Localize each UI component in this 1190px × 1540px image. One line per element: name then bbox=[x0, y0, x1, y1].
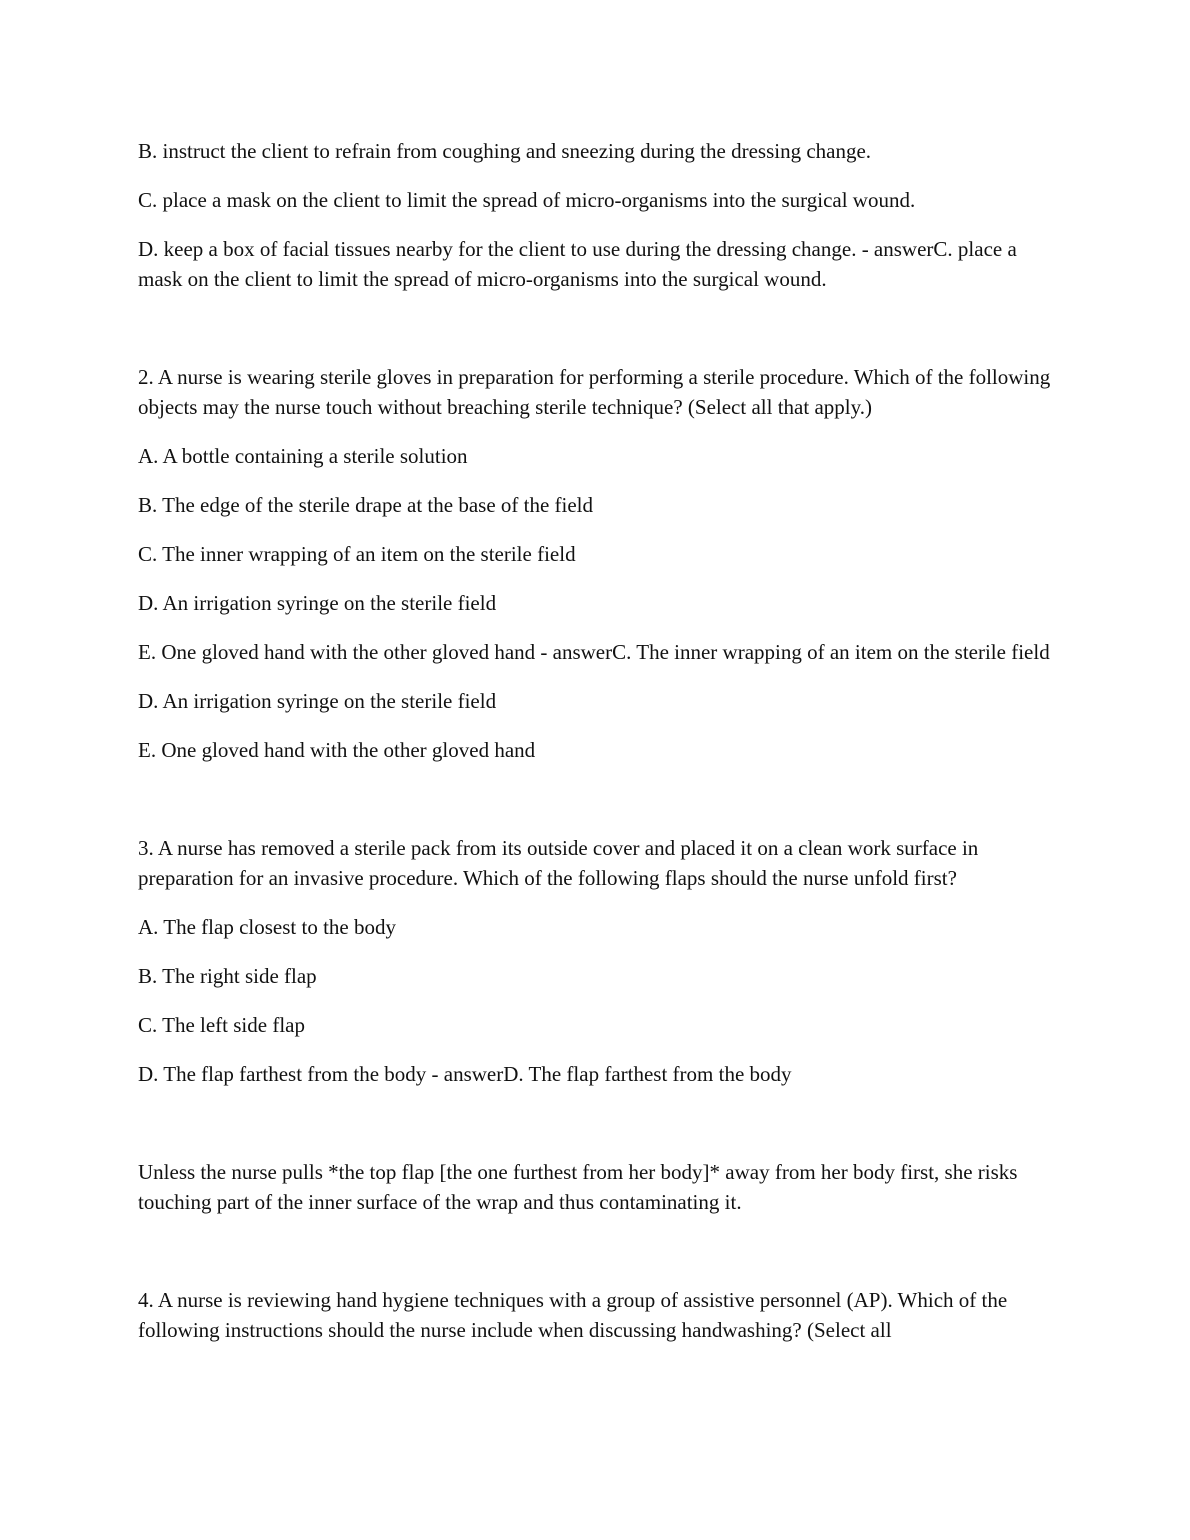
q2-option: B. The edge of the sterile drape at the base of the field bbox=[138, 493, 594, 517]
q3-option: B. The right side flap bbox=[138, 964, 317, 988]
q3-rationale: Unless the nurse pulls *the top flap [the one furthest from her body]* away from her body first, she risks touching part of the inner surface of the wrap and thus contaminating it. bbox=[138, 1160, 1018, 1214]
q2-option-answer: E. One gloved hand with the other gloved hand - answerC. The inner wrapping of an item on the sterile field bbox=[138, 640, 1050, 664]
q2-option: C. The inner wrapping of an item on the sterile field bbox=[138, 542, 576, 566]
q2-option: E. One gloved hand with the other gloved hand bbox=[138, 738, 536, 762]
q1-option-c: C. place a mask on the client to limit the spread of micro-organisms into the surgical wound. bbox=[138, 188, 916, 212]
q1-option-b: B. instruct the client to refrain from coughing and sneezing during the dressing change. bbox=[138, 139, 872, 163]
q4-question: 4. A nurse is reviewing hand hygiene techniques with a group of assistive personnel (AP). Which of the following instructions should the nurse include when discussing handwashing? (Select all bbox=[138, 1288, 1008, 1342]
q2-option: A. A bottle containing a sterile solution bbox=[138, 444, 468, 468]
q1-option-d-answer: D. keep a box of facial tissues nearby for the client to use during the dressing change. - answerC. place a mask on the client to limit the spread of micro-organisms into the surgical wound. bbox=[138, 237, 1017, 291]
document-page bbox=[138, 136, 1054, 1345]
q2-option: D. An irrigation syringe on the sterile field bbox=[138, 591, 497, 615]
q3-option: C. The left side flap bbox=[138, 1013, 305, 1037]
q3-option-answer: D. The flap farthest from the body - answerD. The flap farthest from the body bbox=[138, 1062, 792, 1086]
q3-question: 3. A nurse has removed a sterile pack from its outside cover and placed it on a clean work surface in preparation for an invasive procedure. Which of the following flaps should the nurse unfold first? bbox=[138, 836, 979, 890]
q3-option: A. The flap closest to the body bbox=[138, 915, 396, 939]
q2-option: D. An irrigation syringe on the sterile field bbox=[138, 689, 497, 713]
q2-question: 2. A nurse is wearing sterile gloves in preparation for performing a sterile procedure. Which of the following objects may the nurse touch without breaching sterile technique? (Select all that apply.) bbox=[138, 365, 1051, 419]
